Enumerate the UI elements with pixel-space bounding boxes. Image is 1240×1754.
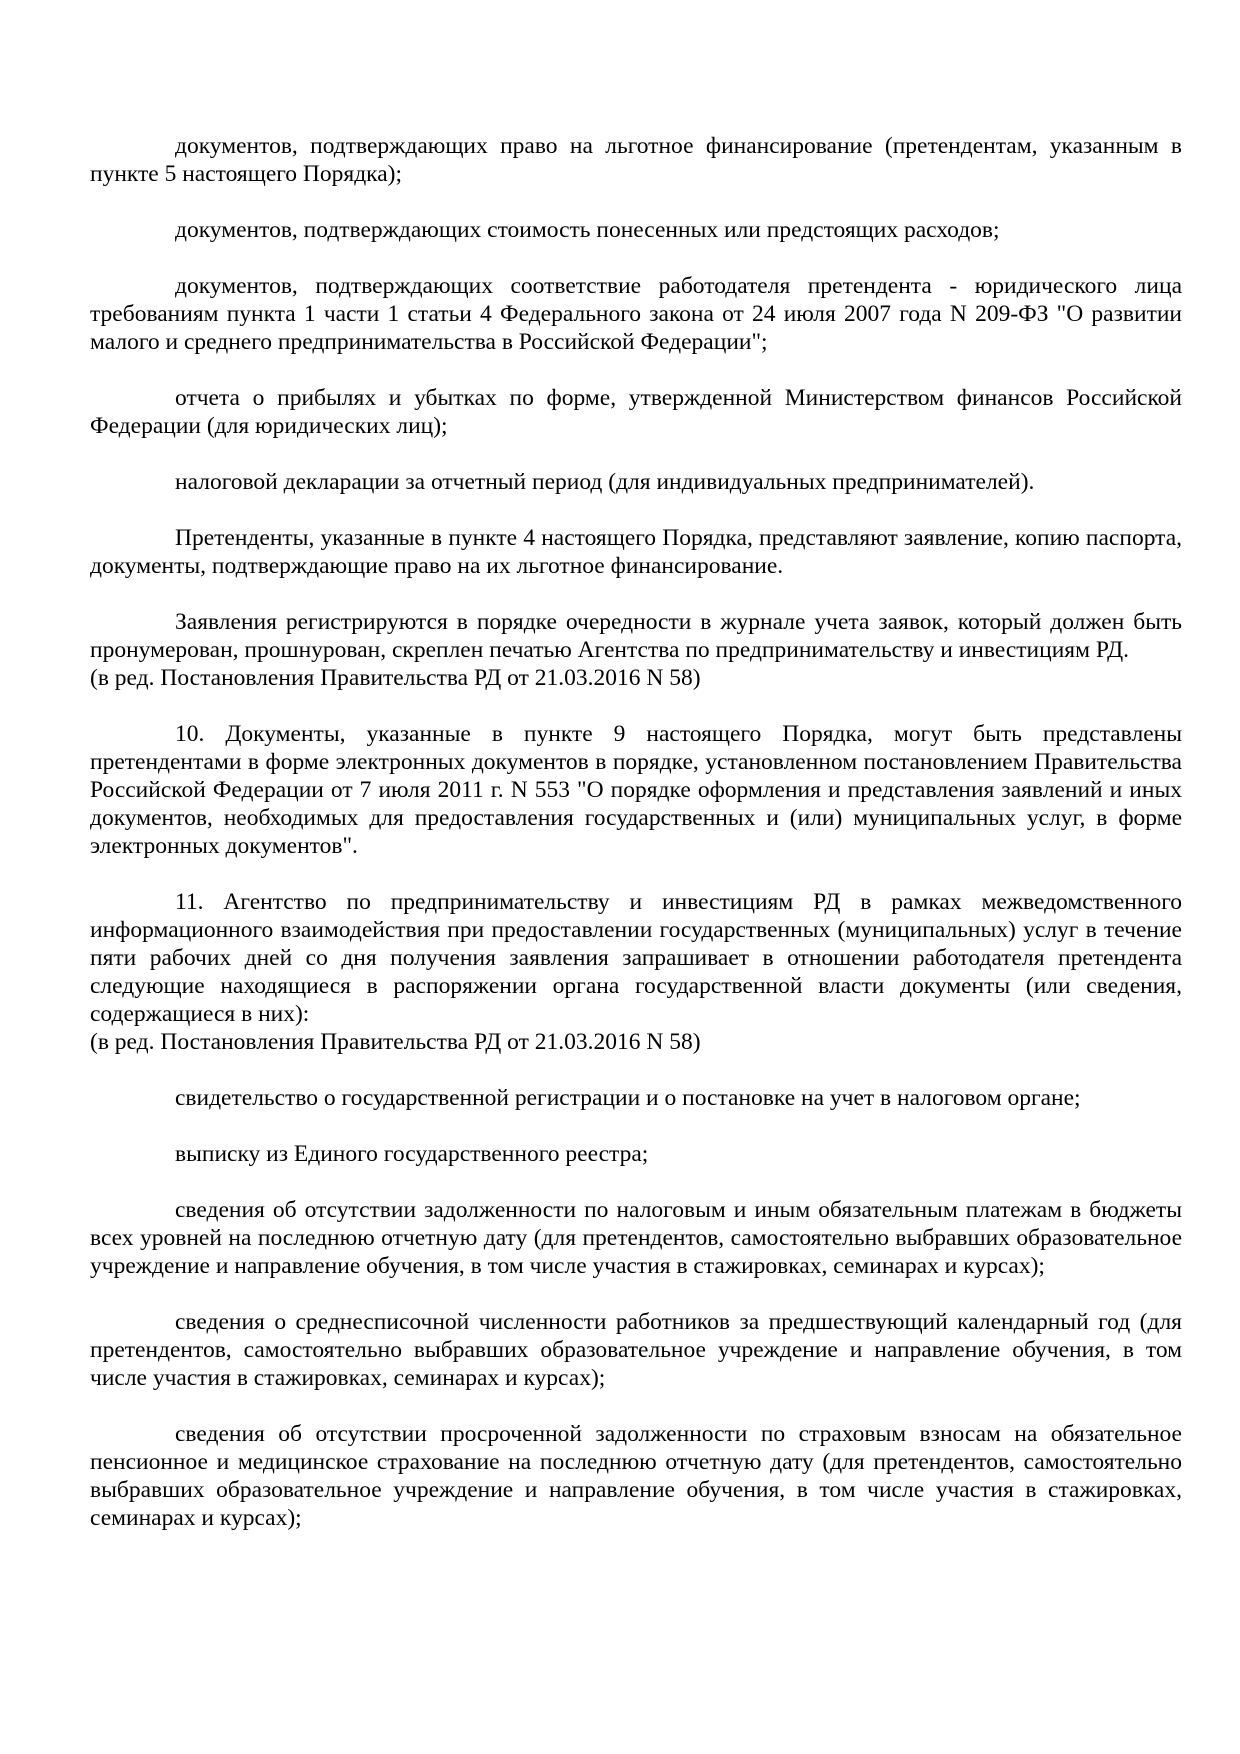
body-paragraph: отчета о прибылях и убытках по форме, утвержденной Министерством финансов Российской Федерации (для юридических лиц);: [90, 385, 1182, 439]
body-paragraph: налоговой декларации за отчетный период (для индивидуальных предпринимателей).: [175, 469, 1035, 495]
body-paragraph: Претенденты, указанные в пункте 4 настоящего Порядка, представляют заявление, копию паспорта, документы, подтверждающие право на их льготное финансирование.: [90, 525, 1182, 579]
body-paragraph: документов, подтверждающих стоимость понесенных или предстоящих расходов;: [175, 217, 1000, 243]
body-paragraph: сведения о среднесписочной численности работников за предшествующий календарный год (для претендентов, самостоятельно выбравших образовательное учреждение и направление обучения, в том числе участия в стажировках, семинарах и курсах);: [90, 1309, 1182, 1391]
body-paragraph: выписку из Единого государственного реестра;: [175, 1141, 649, 1167]
amendment-note: (в ред. Постановления Правительства РД от 21.03.2016 N 58): [90, 665, 701, 691]
body-paragraph: документов, подтверждающих право на льготное финансирование (претендентам, указанным в пункте 5 настоящего Порядка);: [90, 133, 1182, 187]
body-paragraph: 11. Агентство по предпринимательству и инвестициям РД в рамках межведомственного информационного взаимодействия при предоставлении государственных (муниципальных) услуг в течение пяти рабочих дней со дня получения заявления запрашивает в отношении работодателя претендента следующие находящиеся в распоряжении органа государственной власти документы (или сведения, содержащиеся в них):: [90, 889, 1182, 1027]
body-paragraph: сведения об отсутствии просроченной задолженности по страховым взносам на обязательное пенсионное и медицинское страхование на последнюю отчетную дату (для претендентов, самостоятельно выбравших образовательное учреждение и направление обучения, в том числе участия в стажировках, семинарах и курсах);: [90, 1421, 1182, 1531]
body-paragraph: сведения об отсутствии задолженности по налоговым и иным обязательным платежам в бюджеты всех уровней на последнюю отчетную дату (для претендентов, самостоятельно выбравших образовательное учреждение и направление обучения, в том числе участия в стажировках, семинарах и курсах);: [90, 1197, 1182, 1279]
body-paragraph: 10. Документы, указанные в пункте 9 настоящего Порядка, могут быть представлены претендентами в форме электронных документов в порядке, установленном постановлением Правительства Российской Федерации от 7 июля 2011 г. N 553 "О порядке оформления и представления заявлений и иных документов, необходимых для предоставления государственных и (или) муниципальных услуг, в форме электронных документов".: [90, 721, 1182, 859]
body-paragraph: документов, подтверждающих соответствие работодателя претендента - юридического лица требованиям пункта 1 части 1 статьи 4 Федерального закона от 24 июля 2007 года N 209-ФЗ "О развитии малого и среднего предпринимательства в Российской Федерации";: [90, 273, 1182, 355]
body-paragraph: Заявления регистрируются в порядке очередности в журнале учета заявок, который должен быть пронумерован, прошнурован, скреплен печатью Агентства по предпринимательству и инвестициям РД.: [90, 609, 1182, 663]
body-paragraph: свидетельство о государственной регистрации и о постановке на учет в налоговом органе;: [175, 1085, 1081, 1111]
amendment-note: (в ред. Постановления Правительства РД от 21.03.2016 N 58): [90, 1029, 701, 1055]
document-body: [90, 132, 1182, 1532]
